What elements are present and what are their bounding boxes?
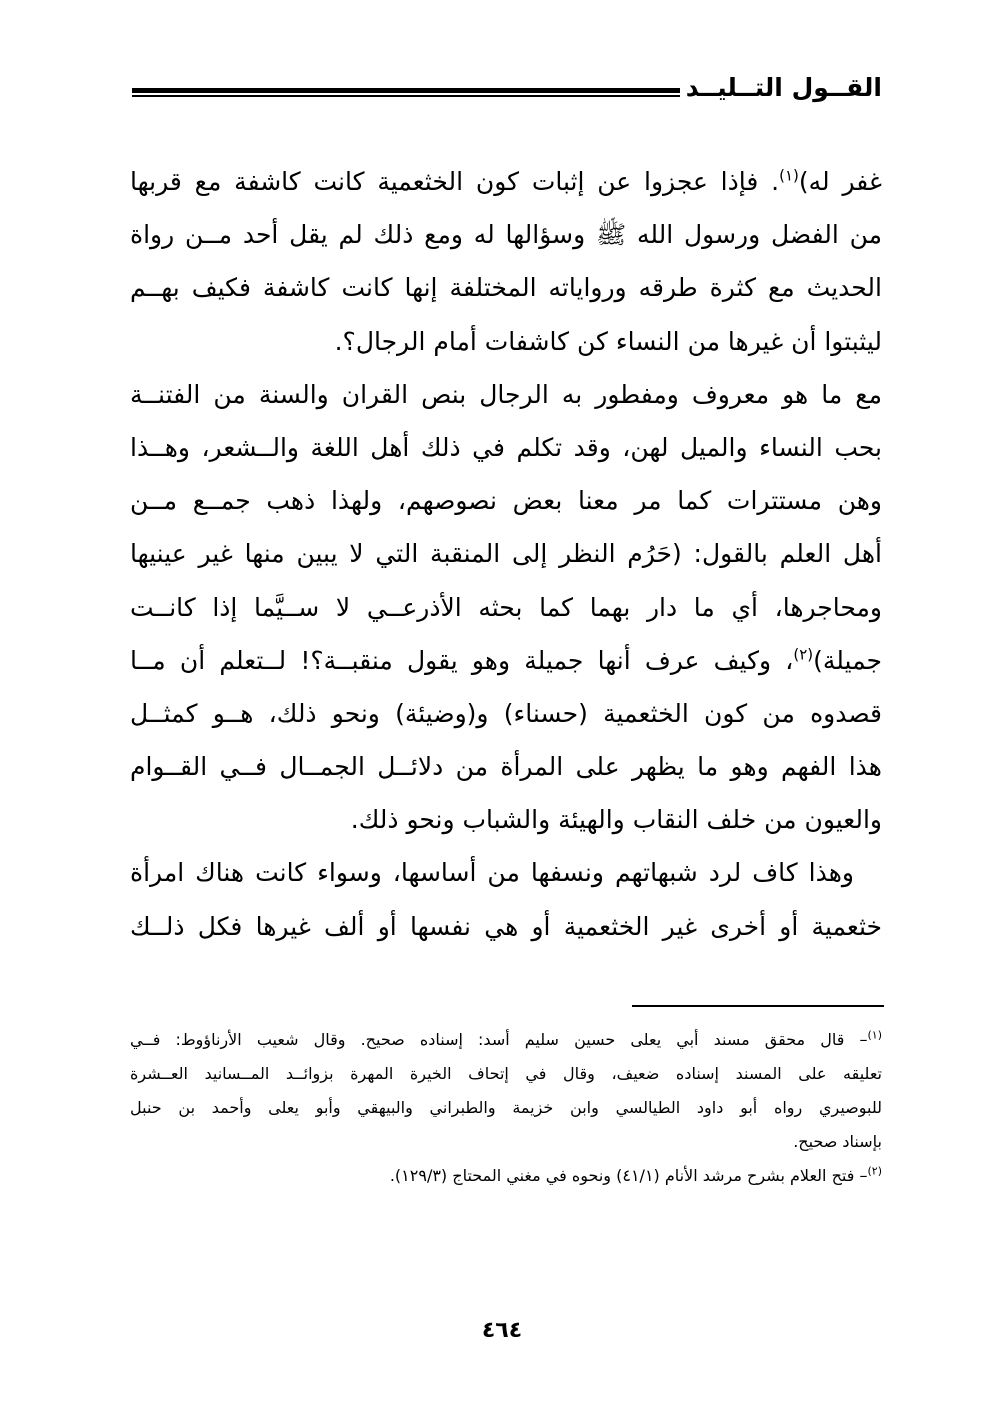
header-rule-thick [132, 88, 680, 93]
header-double-rule [132, 88, 680, 98]
footnote-2-marker: (٢) [867, 1164, 882, 1178]
main-text [130, 155, 882, 953]
running-header-title: القــول التــليــد [685, 73, 882, 102]
body-line-10-end: ، وكيف عرف أنها جميلة وهو يقول منقبــة؟! لــتعلم أن مــا [130, 645, 794, 675]
footnote-1-text: – قال محقق مسند أبي يعلى حسين سليم أسد: إسناده صحيح. وقال شعيب الأرناؤوط: فــي [130, 1030, 868, 1049]
body-line-10-start: جميلة) [813, 645, 882, 675]
body-line-2: من الفضل ورسول الله ﷺ وسؤالها له ومع ذلك لم يقل أحد مــن رواة [130, 220, 882, 250]
body-line-1-end: . فإذا عجزوا عن إثبات كون الخثعمية كانت كاشفة مع قربها [130, 167, 780, 196]
footnote-separator [632, 1005, 884, 1007]
page-number: ٤٦٤ [481, 1318, 523, 1343]
body-line-10 [130, 634, 882, 687]
body-line-15: خثعمية أو أخرى غير الخثعمية أو هي نفسها أو ألف غيرها فكل ذلــك [130, 911, 882, 941]
body-line-13: والعيون من خلف النقاب والهيئة والشباب ونحو ذلك. [350, 805, 882, 835]
footnote-ref-2: (٢) [793, 645, 814, 664]
footnote-1-line-1 [130, 1023, 882, 1057]
footnote-2-text: – فتح العلام بشرح مرشد الأنام (٤١/١) ونحوه في مغني المحتاج (١٢٩/٣). [389, 1166, 868, 1185]
header-rule-thin [132, 95, 680, 97]
footnote-1-line-3: للبوصيري رواه أبو داود الطيالسي وابن خزيمة والطبراني والبيهقي وأبو يعلى وأحمد بن حنبل [130, 1098, 882, 1117]
body-line-7: وهن مستترات كما مر معنا بعض نصوصهم، ولهذا ذهب جمــع مــن [130, 486, 882, 516]
footnotes [130, 1023, 882, 1193]
footnote-2-line-1 [130, 1159, 882, 1193]
footnote-1-line-2: تعليقه على المسند إسناده ضعيف، وقال في إتحاف الخيرة المهرة بزوائــد المــسانيد العــشرة [130, 1064, 882, 1083]
body-line-11: قصدوه من كون الخثعمية (حسناء) و(وضيئة) ونحو ذلك، هــو كمثــل [130, 698, 882, 728]
body-line-1-start: غفر له) [798, 167, 882, 196]
body-line-8: أهل العلم بالقول: (حَرُم النظر إلى المنقبة التي لا يبين منها غير عينيها [130, 539, 882, 569]
body-line-14: وهذا كاف لرد شبهاتهم ونسفها من أساسها، وسواء كانت هناك امرأة [130, 858, 854, 888]
body-line-12: هذا الفهم وهو ما يظهر على المرأة من دلائــل الجمــال فــي القــوام [130, 752, 882, 782]
body-line-3: الحديث مع كثرة طرقه ورواياته المختلفة إنها كانت كاشفة فكيف بهــم [130, 273, 882, 303]
footnote-1-marker: (١) [867, 1028, 882, 1042]
body-line-9: ومحاجرها، أي ما دار بهما كما بحثه الأذرعــي لا ســيَّما إذا كانــت [130, 592, 882, 622]
footnote-1-line-4: بإسناد صحيح. [793, 1132, 882, 1151]
body-line-6: بحب النساء والميل لهن، وقد تكلم في ذلك أهل اللغة والــشعر، وهــذا [130, 432, 882, 462]
body-line-1 [130, 155, 882, 208]
body-line-4: ليثبتوا أن غيرها من النساء كن كاشفات أمام الرجال؟. [334, 326, 882, 356]
footnote-ref-1: (١) [779, 166, 799, 185]
body-line-5: مع ما هو معروف ومفطور به الرجال بنص القران والسنة من الفتنــة [130, 379, 882, 409]
